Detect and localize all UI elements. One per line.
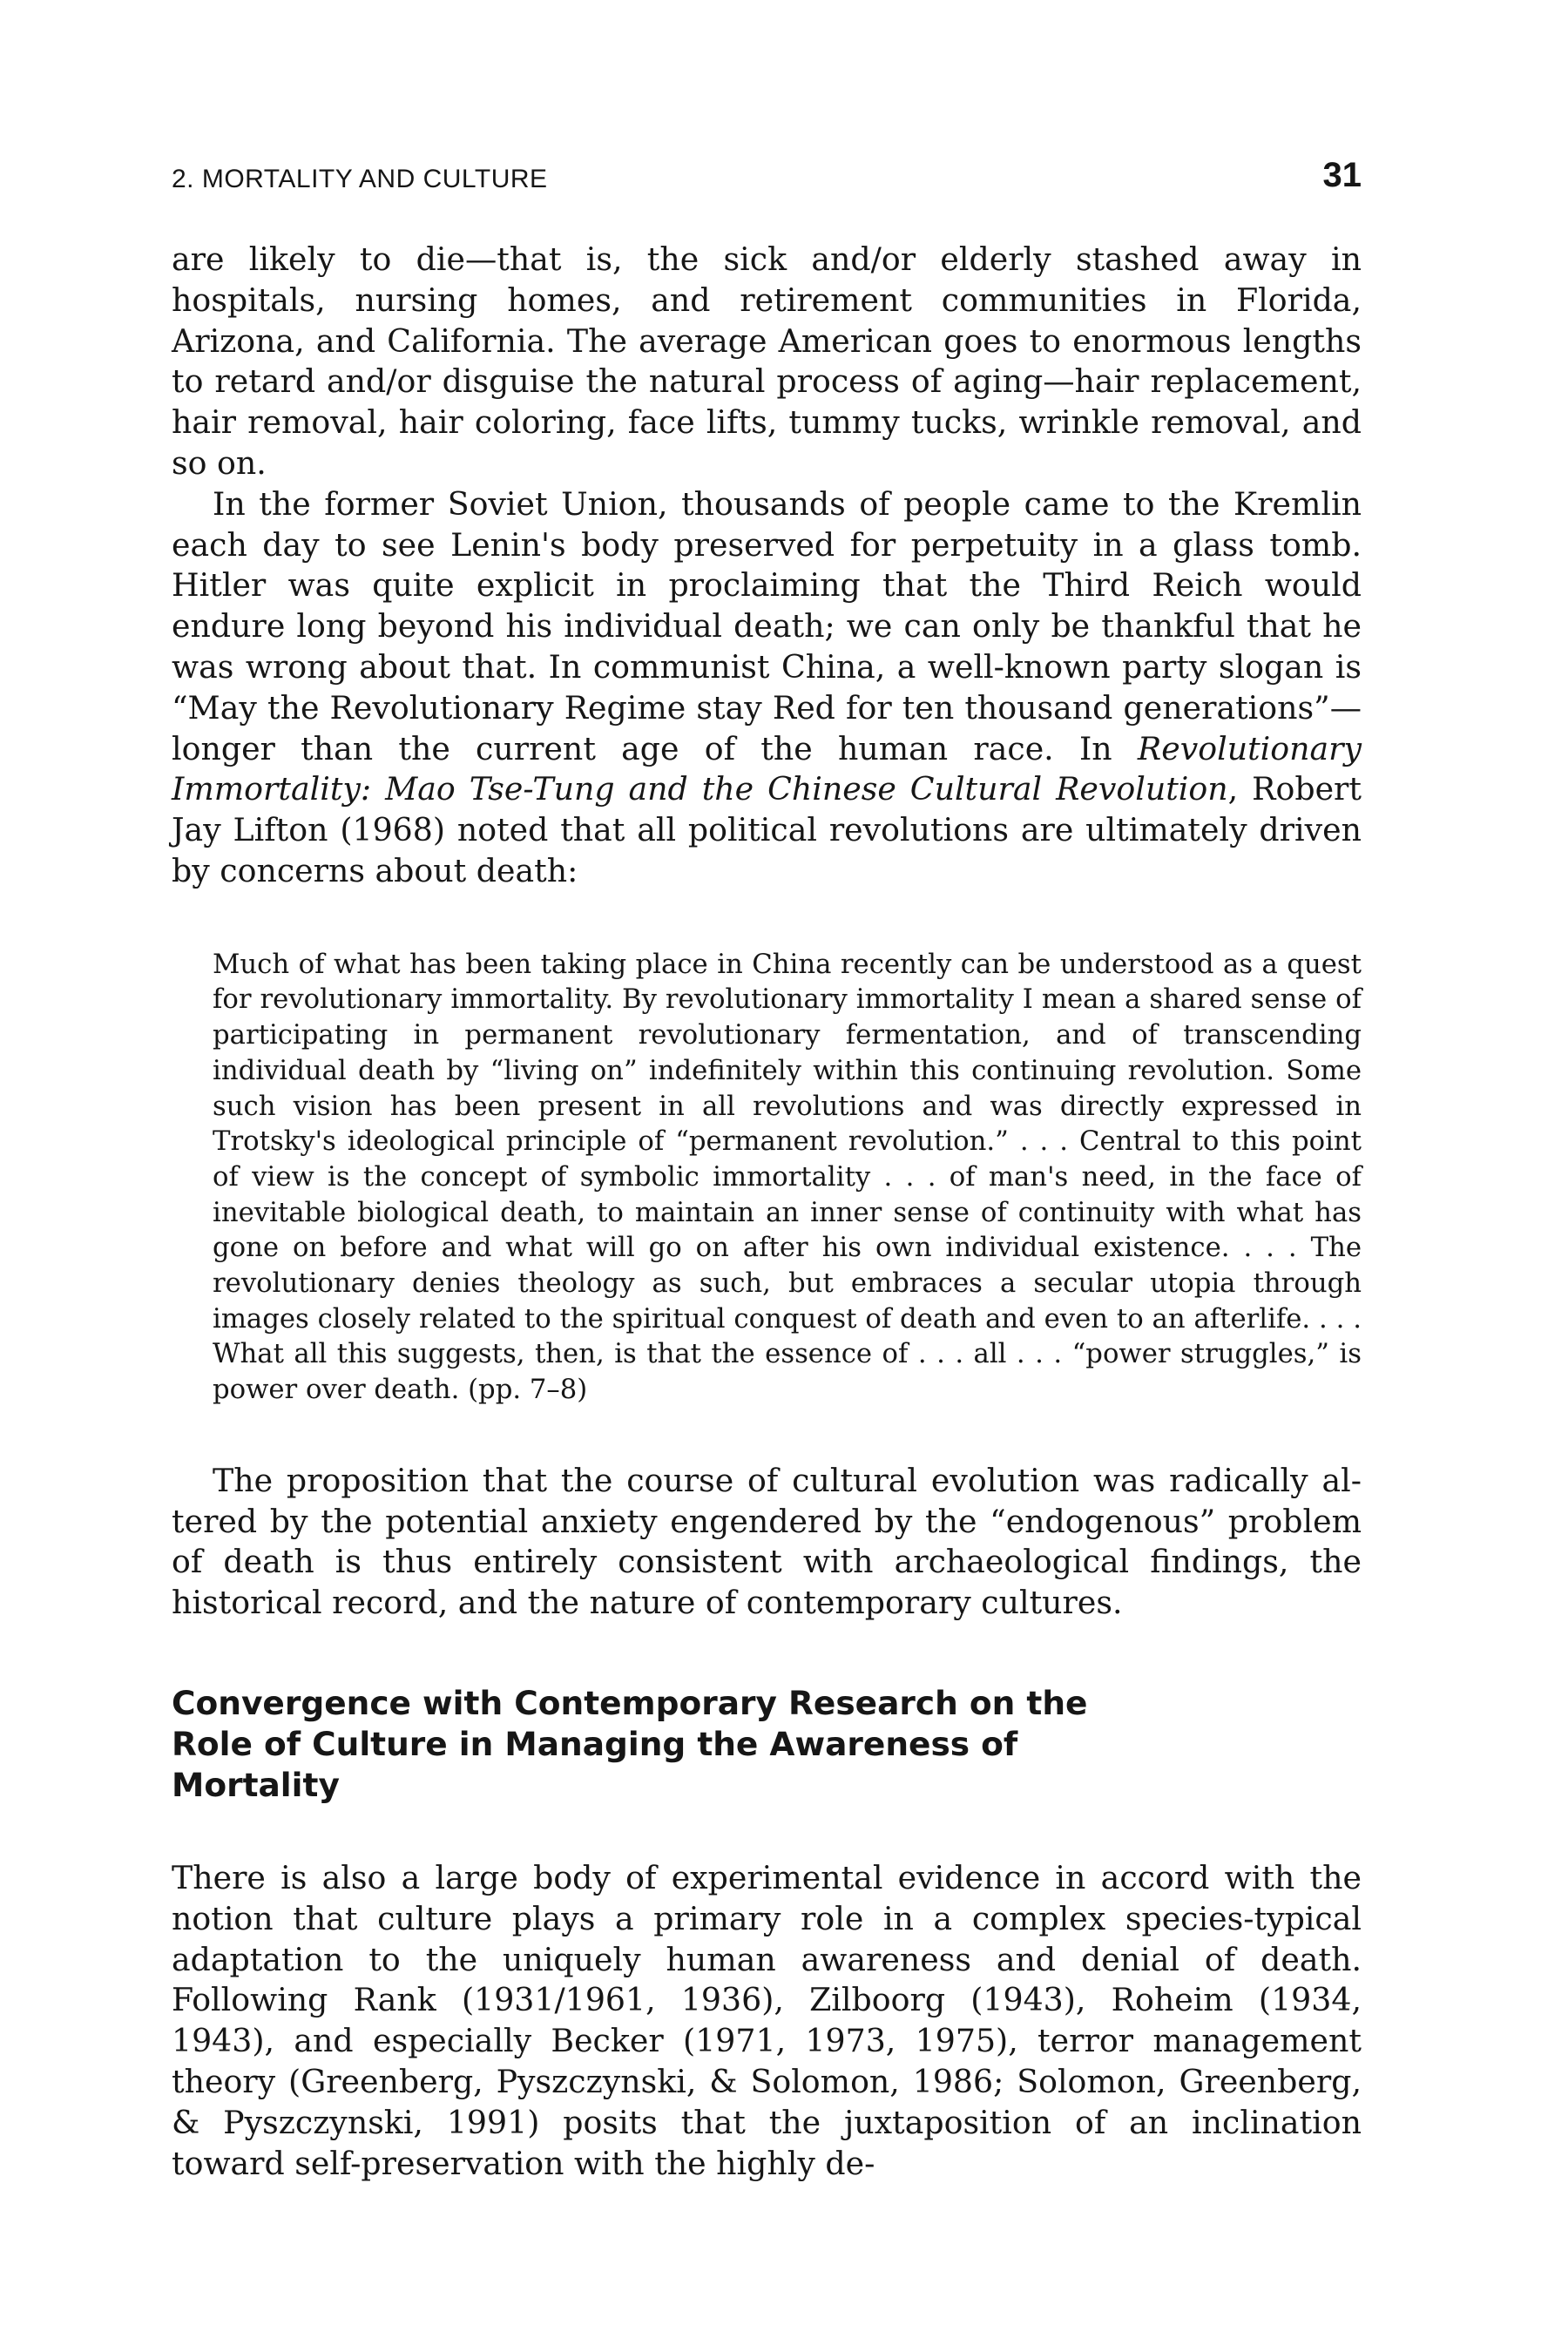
chapter-title: 2. MORTALITY AND CULTURE — [172, 165, 548, 193]
section-heading: Convergence with Contemporary Research on the Role of Culture in Managing the Awareness of Mortality — [172, 1684, 1088, 1805]
paragraph-2-text: In the former Soviet Union, thousands of people came to the Kremlin each day to see Lenin's body preserved for perpetuity in a glass tomb. Hitler was quite explicit in proclaiming that the Third Reich would endure long beyond his individual death; we can only be thankful that he was wrong about that. In communist China, a well-known party slogan is “May the Revolutionary Regime stay Red for ten thousand generations”—longer than the current age of the human race. In — [172, 484, 1362, 767]
section-body — [172, 1858, 1362, 2184]
paragraph-2 — [172, 484, 1362, 892]
paragraph-1: are likely to die—that is, the sick and/or elderly stashed away in hospitals, nursing homes, and retirement communities in Florida, Arizona, and California. The average American goes to enormous lengths to retard and/or disguise the natural process of aging—hair replacement, hair removal, hair coloring, face lifts, tummy tucks, wrinkle removal, and so on. — [172, 240, 1362, 482]
paragraph-2-text-end: , Robert Jay Lifton (1968) noted that all political revolutions are ultimately driven by concerns about death: — [172, 770, 1362, 889]
paragraph-4: There is also a large body of experimental evidence in accord with the notion that culture plays a primary role in a complex species-typical adaptation to the uniquely human awareness and denial of death. Following Rank (1931/1961, 1936), Zilboorg (1943), Roheim (1934, 1943), and especially Becker (1971, 1973, 1975), terror management theory (Greenberg, Pyszczynski, & Solomon, 1986; Solomon, Greenberg, & Pyszczynski, 1991) posits that the juxtaposition of an inclination toward self-preservation with the highly de- — [172, 1859, 1362, 2182]
paragraph-3: The proposition that the course of cultural evolution was radically altered by the potential anxiety engendered by the “endogenous” problem of death is thus entirely consistent with archaeological findings, the historical record, and the nature of contemporary cultures. — [172, 1461, 1362, 1622]
block-quote: Much of what has been taking place in China recently can be understood as a quest for revolutionary immortality. By revolutionary immortality I mean a shared sense of participating in permanent revolutionary fermentation, and of transcending individual death by “living on” indefinitely within this continuing revolution. Some such vision has been present in all revolutions and was directly expressed in Trotsky's ideological principle of “permanent revolution.” . . . Central to this point of view is the concept of symbolic immortality . . . of man's need, in the face of inevitable biological death, to maintain an inner sense of continuity with what has gone on before and what will go on after his own individual existence. . . . The revolutionary denies theology as such, but embraces a secular utopia through images closely related to the spiritual conquest of death and even to an afterlife. . . . What all this suggests, then, is that the essence of . . . all . . . “power struggles,” is power over death. (pp. 7–8) — [213, 949, 1362, 1406]
running-head — [172, 152, 1362, 205]
book-page — [172, 152, 1362, 2184]
book-title: Revolutionary Immortality: Mao Tse-Tung and the Chinese Cultural Revolution — [172, 729, 1362, 808]
body-text — [172, 240, 1362, 892]
page-number: 31 — [1322, 156, 1362, 194]
body-text-continued — [172, 1461, 1362, 1624]
